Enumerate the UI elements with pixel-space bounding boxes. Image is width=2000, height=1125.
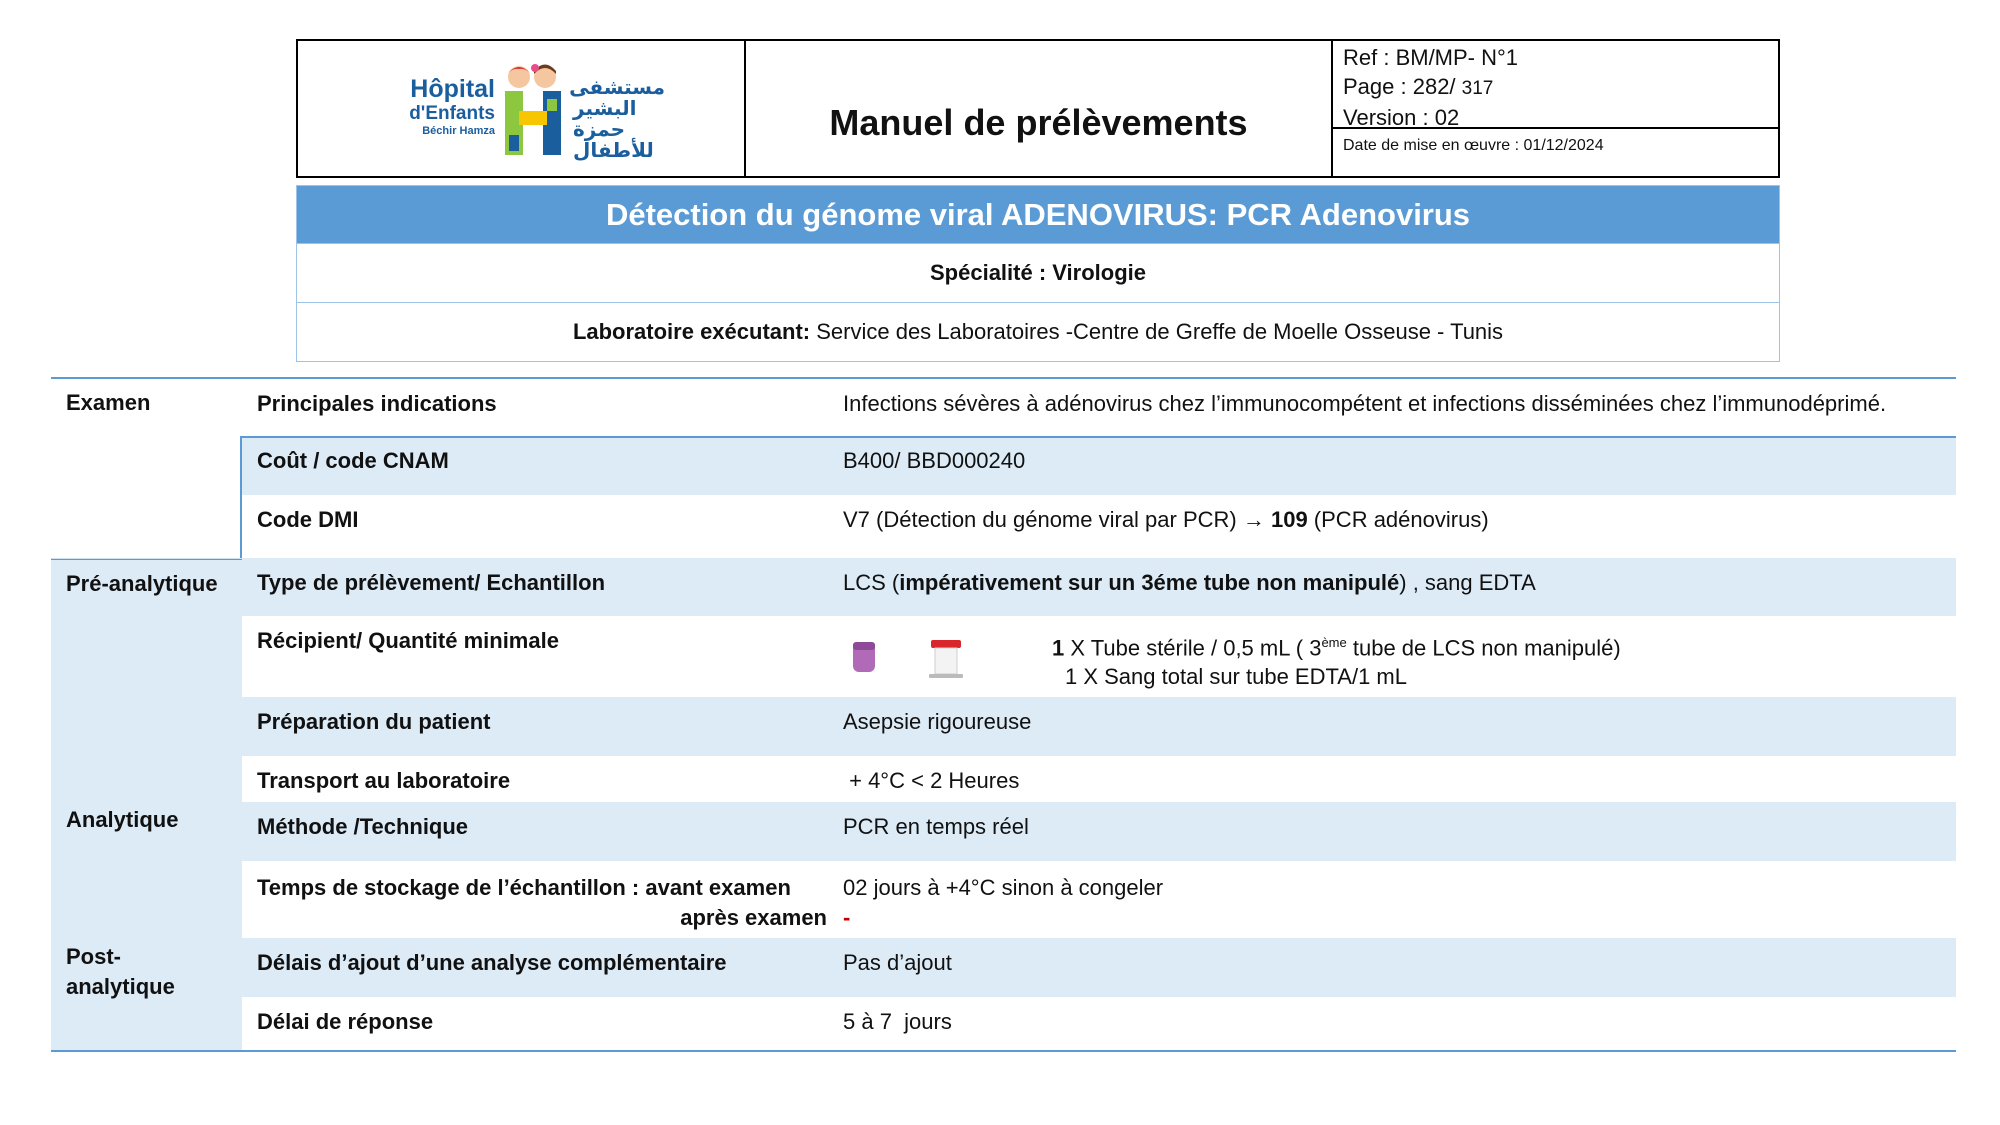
- row-label: Type de prélèvement/ Echantillon: [257, 570, 606, 595]
- category-examen: Examen: [66, 390, 151, 415]
- row-label: Coût / code CNAM: [257, 448, 449, 473]
- row-value: 5 à 7 jours: [843, 1009, 952, 1034]
- exam-title: Détection du génome viral ADENOVIRUS: PCR Adenovirus: [296, 185, 1780, 244]
- row-label: Préparation du patient: [257, 709, 491, 734]
- row-value: V7 (Détection du génome viral par PCR) → 109 (PCR adénovirus): [843, 507, 1489, 532]
- row-label: Transport au laboratoire: [257, 768, 511, 793]
- row-value: B400/ BBD000240: [843, 448, 1026, 473]
- logo-arabic-text: مستشفى البشير حمزة للأطفال: [569, 75, 665, 162]
- logo-french-text: Hôpital d'Enfants Béchir Hamza: [409, 75, 495, 137]
- row-value: Infections sévères à adénovirus chez l’immunocompétent et infections disséminées chez l’immunodéprimé.: [843, 391, 1887, 416]
- exam-details-table: [51, 377, 1956, 1052]
- arrow-icon: →: [1242, 507, 1265, 532]
- row-label: Principales indications: [257, 391, 497, 416]
- sample-tubes-icon: [843, 628, 963, 688]
- row-value: + 4°C < 2 Heures: [843, 768, 1020, 793]
- reference-block: [1333, 41, 1778, 129]
- row-value: PCR en temps réel: [843, 814, 1029, 839]
- row-label: Récipient/ Quantité minimale: [257, 628, 559, 653]
- laboratory-label: Laboratoire exécutant:: [572, 319, 811, 344]
- table-row: [242, 697, 1956, 756]
- row-value: 02 jours à +4°C sinon à congeler -: [843, 875, 1164, 930]
- table-row: [242, 802, 1956, 861]
- specialty: Spécialité : Virologie: [296, 244, 1780, 303]
- version: Version : 02: [1343, 105, 1460, 130]
- table-row: [242, 997, 1956, 1050]
- executing-laboratory: [296, 303, 1780, 362]
- category-pre-analytique: Pré-analytique: [66, 571, 218, 596]
- table-row: [242, 495, 1956, 558]
- effective-date: Date de mise en œuvre : 01/12/2024: [1343, 137, 1604, 154]
- row-label: Méthode /Technique: [257, 814, 469, 839]
- category-analytique: Analytique: [66, 807, 179, 832]
- children-logo-icon: [499, 59, 567, 159]
- hospital-logo: [403, 59, 665, 162]
- row-label: Délais d’ajout d’une analyse complémentaire: [257, 950, 727, 975]
- row-label: Temps de stockage de l’échantillon : avant examen après examen: [257, 875, 827, 930]
- logo-cell: [298, 41, 746, 176]
- row-label: Délai de réponse: [257, 1009, 434, 1034]
- row-value: LCS (impérativement sur un 3éme tube non manipulé) , sang EDTA: [843, 570, 1536, 595]
- category-post-analytique: Post- analytique: [66, 944, 175, 999]
- title-cell: [746, 41, 1333, 176]
- row-value: 1 X Tube stérile / 0,5 mL ( 3ème tube de LCS non manipulé) 1 X Sang total sur tube EDTA/1 mL: [1052, 635, 1621, 690]
- table-row: [242, 436, 1956, 495]
- table-row: [242, 558, 1956, 616]
- laboratory-value: Service des Laboratoires -Centre de Greffe de Moelle Osseuse - Tunis: [816, 319, 1504, 344]
- document-title: Manuel de prélèvements: [829, 101, 1248, 143]
- reference-cell: [1333, 41, 1778, 176]
- row-divider: [242, 436, 1956, 438]
- table-row: [242, 861, 1956, 938]
- table-row: [242, 379, 1956, 436]
- document-header: [296, 39, 1780, 178]
- table-row: [242, 616, 1956, 697]
- row-value: Asepsie rigoureuse: [843, 709, 1032, 734]
- row-value: Pas d’ajout: [843, 950, 952, 975]
- reference-number: Ref : BM/MP- N°1: [1343, 45, 1519, 70]
- table-row: [242, 756, 1956, 802]
- table-row: [242, 938, 1956, 997]
- row-label: Code DMI: [257, 507, 359, 532]
- table-bottom-border: [51, 1050, 1956, 1052]
- page-number: Page : 282/ 317: [1343, 74, 1494, 99]
